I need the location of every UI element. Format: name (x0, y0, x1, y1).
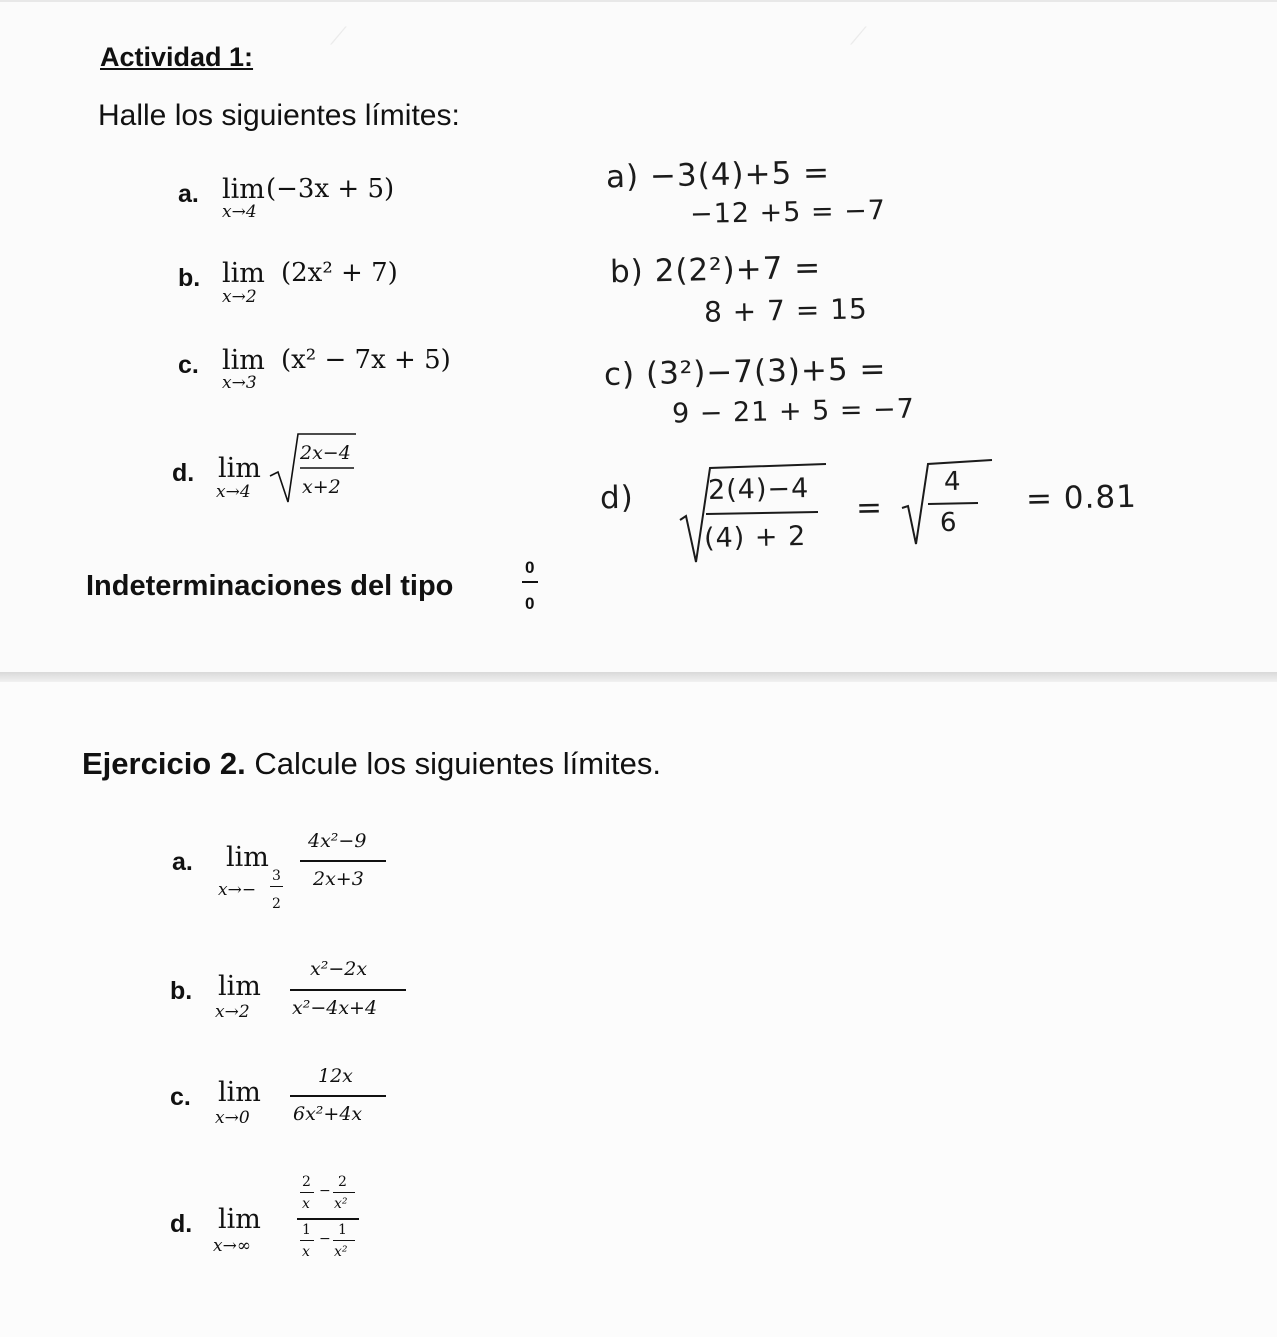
limit-expression: (−3x + 5) (266, 174, 395, 204)
minus-sign: − (319, 1231, 331, 1247)
fraction-denominator: x+2 (302, 476, 341, 498)
lim-subscript: x→∞ (213, 1236, 251, 1256)
fraction-bar (300, 860, 386, 862)
fraction-bar (290, 1095, 386, 1097)
bleed-text: ⟋ (330, 22, 347, 50)
fraction-numerator: 2x−4 (300, 442, 351, 464)
fraction-bar (290, 989, 406, 991)
item-letter: a. (178, 180, 199, 208)
fraction-bar (333, 1192, 355, 1193)
lim-operator: lim (222, 258, 265, 289)
answer-d-denominator-2: 6 (939, 507, 958, 539)
answer-d-label: d) (599, 479, 635, 517)
lim-subscript: x→2 (222, 287, 257, 307)
indet-denominator: 0 (525, 594, 535, 613)
fraction-bar (297, 1218, 359, 1220)
ejercicio-title (82, 746, 661, 782)
fraction-denominator: x²−4x+4 (292, 997, 378, 1019)
item-letter: c. (170, 1083, 191, 1111)
nested-denominator: x² (334, 1196, 348, 1212)
fraction-numerator: 12x (318, 1065, 353, 1087)
lim-operator: lim (218, 1077, 261, 1108)
ejercicio-title-bold: Ejercicio 2. (82, 746, 246, 781)
lim-operator: lim (226, 842, 269, 873)
lim-operator: lim (218, 1204, 261, 1235)
limit-expression: (2x² + 7) (281, 258, 398, 288)
nested-numerator: 2 (302, 1174, 311, 1190)
lim-subscript: x→0 (215, 1108, 250, 1128)
item-letter: d. (172, 459, 195, 487)
item-letter: d. (170, 1210, 193, 1238)
nested-denominator: x² (334, 1244, 348, 1260)
bleed-text: ⟋ (850, 22, 867, 50)
item-letter: b. (170, 977, 193, 1005)
ejercicio-title-rest: Calcule los siguientes límites. (245, 746, 661, 781)
lim-subscript: x→4 (216, 482, 251, 502)
indet-numerator: 0 (525, 558, 535, 577)
answer-b-line1: b) 2(2²)+7 = (609, 249, 822, 291)
fraction-numerator: 4x²−9 (308, 830, 367, 852)
item-letter: b. (178, 264, 201, 292)
fraction-denominator: 2x+3 (313, 868, 364, 890)
limit-expression: (x² − 7x + 5) (281, 345, 451, 375)
fraction-denominator: 6x²+4x (293, 1103, 363, 1125)
answer-d-denominator: (4) + 2 (703, 520, 807, 555)
nested-numerator: 1 (338, 1222, 347, 1238)
answer-c-line2: 9 − 21 + 5 = −7 (671, 393, 916, 430)
nested-denominator: x (302, 1196, 310, 1212)
actividad-title: Actividad 1: (100, 42, 254, 72)
fraction-bar (333, 1240, 355, 1241)
instruction-text: Halle los siguientes límites: (98, 99, 460, 132)
lim-subscript: x→− (218, 880, 257, 900)
answer-d-numerator: 2(4)−4 (707, 472, 810, 507)
nested-numerator: 2 (338, 1174, 347, 1190)
fraction-bar (300, 1240, 314, 1241)
lim-operator: lim (218, 971, 261, 1002)
page-divider (0, 672, 1277, 682)
item-letter: c. (178, 351, 199, 379)
indeterminaciones-label: Indeterminaciones del tipo (86, 570, 454, 602)
answer-c-line1: c) (3²)−7(3)+5 = (603, 351, 887, 393)
minus-sign: − (319, 1183, 331, 1199)
lim-subscript: x→3 (222, 373, 257, 393)
answer-a-line2: −12 +5 = −7 (689, 194, 887, 231)
answer-b-line2: 8 + 7 = 15 (703, 292, 869, 329)
fraction-numerator: x²−2x (310, 958, 368, 980)
lim-subscript: x→2 (215, 1002, 250, 1022)
lim-subscript: x→4 (222, 202, 257, 222)
subscript-denominator: 2 (272, 896, 281, 912)
subscript-numerator: 3 (272, 868, 281, 884)
answer-d-result: = 0.81 (1025, 478, 1138, 518)
fraction-bar (270, 886, 283, 887)
answer-d-numerator-2: 4 (943, 466, 962, 498)
answer-d-equals: = (855, 489, 884, 527)
nested-numerator: 1 (302, 1222, 311, 1238)
nested-denominator: x (302, 1244, 310, 1260)
fraction-bar (300, 1192, 314, 1193)
lim-operator: lim (222, 345, 265, 376)
lim-operator: lim (222, 174, 265, 205)
answer-a-line1: a) −3(4)+5 = (605, 154, 831, 196)
lim-operator: lim (218, 453, 261, 484)
fraction-bar (522, 581, 538, 583)
item-letter: a. (172, 848, 193, 876)
